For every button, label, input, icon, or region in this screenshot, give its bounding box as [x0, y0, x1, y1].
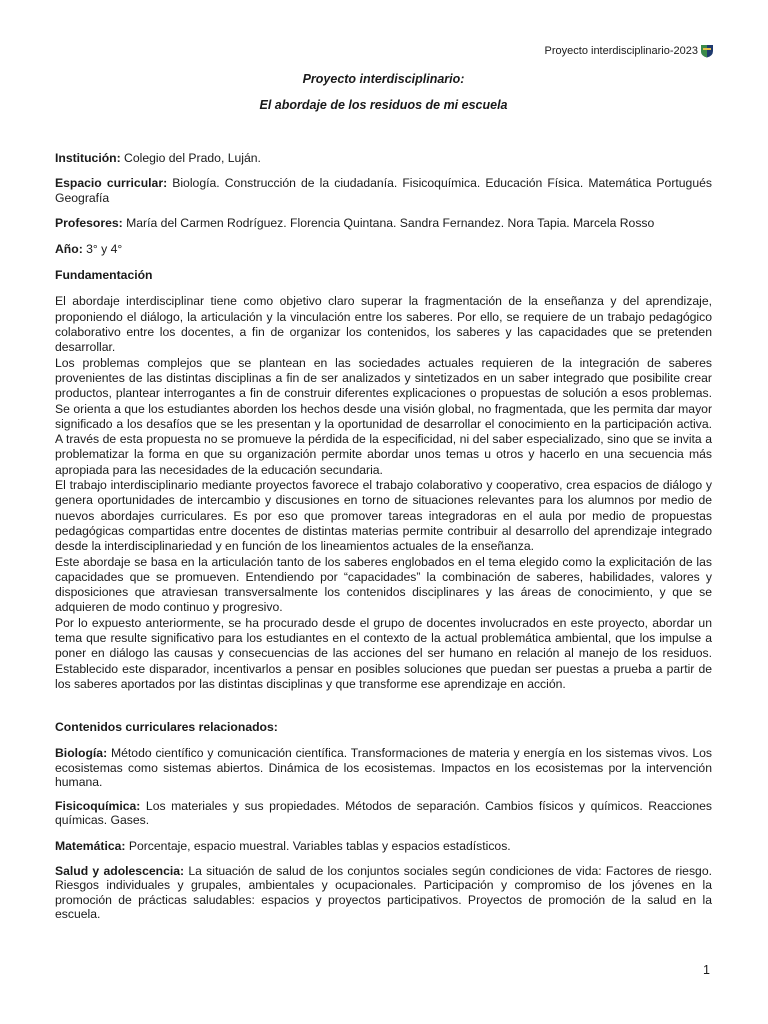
espacio-curricular-field — [55, 176, 712, 205]
biologia-value: Método científico y comunicación científica. Transformaciones de materia y energía en los sistemas vivos. Los ecosistemas como sistemas abiertos. Dinámica de los ecosistemas. Impactos en los ecosistemas por la intervención humana. — [55, 746, 712, 789]
profesores-label: Profesores: — [55, 215, 123, 230]
fundamentacion-paragraph-1: El abordaje interdisciplinar tiene como objetivo claro superar la fragmentación de la enseñanza y del aprendizaje, proponiendo el diálogo, la articulación y la vinculación entre los saberes. Por ello, se requiere de un trabajo pedagógico colaborativo entre los docentes, a fin de organizar los contenidos, los saberes y las capacidades que se pretenden desarrollar. — [55, 294, 712, 355]
institucion-field — [55, 151, 712, 165]
contenidos-heading: Contenidos curriculares relacionados: — [55, 720, 278, 735]
anio-label: Año: — [55, 242, 83, 257]
fundamentacion-paragraph-2: Los problemas complejos que se plantean en las sociedades actuales requieren de la integración de saberes provenientes de las distintas disciplinas a fin de ser analizados y sintetizados en un saber integrado que posibilite crear productos, plantear interrogantes a fin de construir diferentes explicaciones o propuestas de solución a esos problemas. Se orienta a que los estudiantes aborden los hechos desde una visión global, no fragmentada, que les permita dar mayor significado a los desafíos que se les presentan y la oportunidad de desarrollar el conocimiento en la participación activa. A través de esta propuesta no se promueve la pérdida de la especificidad, ni del saber especializado, sino que se invita a problematizar la forma en que su organización permite abordar unos temas u otros y hacerlo en una secuencia más apropiada para las necesidades de la educación secundaria. — [55, 355, 712, 477]
document-title-line2: El abordaje de los residuos de mi escuela — [259, 98, 508, 112]
matematica-field — [55, 839, 712, 853]
fundamentacion-paragraph-3: El trabajo interdisciplinario mediante proyectos favorece el trabajo colaborativo y cooperativo, crea espacios de diálogo y genera oportunidades de intercambio y discusiones en torno de situaciones relevantes para los alumnos por medio de nuevos abordajes curriculares. Es por eso que promover tareas integradoras en el aula por medio de propuestas pedagógicas compartidas entre docentes de distintas materias permite contribuir al desarrollo del aprendizaje integrado desde la interdisciplinariedad y en función de los lineamientos actuales de la enseñanza. — [55, 478, 712, 554]
fundamentacion-paragraph-4: Este abordaje se basa en la articulación tanto de los saberes englobados en el tema elegido como la explicitación de las capacidades que se promueven. Entendiendo por “capacidades” la combinación de saberes, habilidades, valores y disposiciones que atraviesan transversalmente los contenidos disciplinares y las áreas de conocimiento, y que se adquieren de modo continuo y progresivo. — [55, 554, 712, 615]
fundamentacion-paragraph-5: Por lo expuesto anteriormente, se ha procurado desde el grupo de docentes involucrados en este proyecto, abordar un tema que resulte significativo para los estudiantes en el contexto de la actual problemática ambiental, que los impulse a poner en diálogo las causas y consecuencias de las acciones del ser humano en relación al manejo de los residuos. Establecido este disparador, incentivarlos a pensar en posibles soluciones que puedan ser puestas a prueba a partir de los saberes aportados por las distintas disciplinas y que transforme ese aprendizaje en acción. — [55, 615, 712, 691]
profesores-value: María del Carmen Rodríguez. Florencia Quintana. Sandra Fernandez. Nora Tapia. Marcela Rosso — [122, 215, 655, 230]
salud-label: Salud y adolescencia: — [55, 863, 185, 878]
salud-adolescencia-field — [55, 864, 712, 921]
matematica-label: Matemática: — [55, 838, 126, 853]
fisicoquimica-field — [55, 799, 712, 828]
school-shield-icon — [700, 44, 714, 58]
page-header — [545, 44, 714, 58]
biologia-field — [55, 746, 712, 789]
institucion-value: Colegio del Prado, Luján. — [120, 151, 261, 165]
salud-value: La situación de salud de los conjuntos sociales según condiciones de vida: Factores de riesgo. Riesgos individuales y grupales, ambientales y ocupacionales. Participación y compromiso de los jóvenes en la promoción de prácticas saludables: espacios y proyectos participativos. Proyectos de promoción de la salud en la escuela. — [55, 863, 712, 921]
fisicoquimica-label: Fisicoquímica: — [55, 799, 141, 814]
espacio-value: Biología. Construcción de la ciudadanía. Fisicoquímica. Educación Física. Matemática Portugués Geografía — [55, 176, 712, 205]
espacio-label: Espacio curricular: — [55, 176, 168, 191]
institucion-label: Institución: — [55, 151, 121, 165]
fisicoquimica-value: Los materiales y sus propiedades. Métodos de separación. Cambios físicos y químicos. Reacciones químicas. Gases. — [55, 799, 712, 828]
page-number: 1 — [703, 963, 710, 977]
document-title-line1: Proyecto interdisciplinario: — [302, 72, 465, 86]
anio-field — [55, 242, 712, 256]
header-text: Proyecto interdisciplinario-2023 — [544, 45, 698, 57]
profesores-field — [55, 216, 712, 230]
anio-value: 3° y 4° — [82, 242, 123, 257]
biologia-label: Biología: — [55, 746, 108, 761]
fundamentacion-heading: Fundamentación — [55, 268, 153, 283]
document-body — [55, 70, 712, 921]
matematica-value: Porcentaje, espacio muestral. Variables tablas y espacios estadísticos. — [125, 838, 511, 853]
